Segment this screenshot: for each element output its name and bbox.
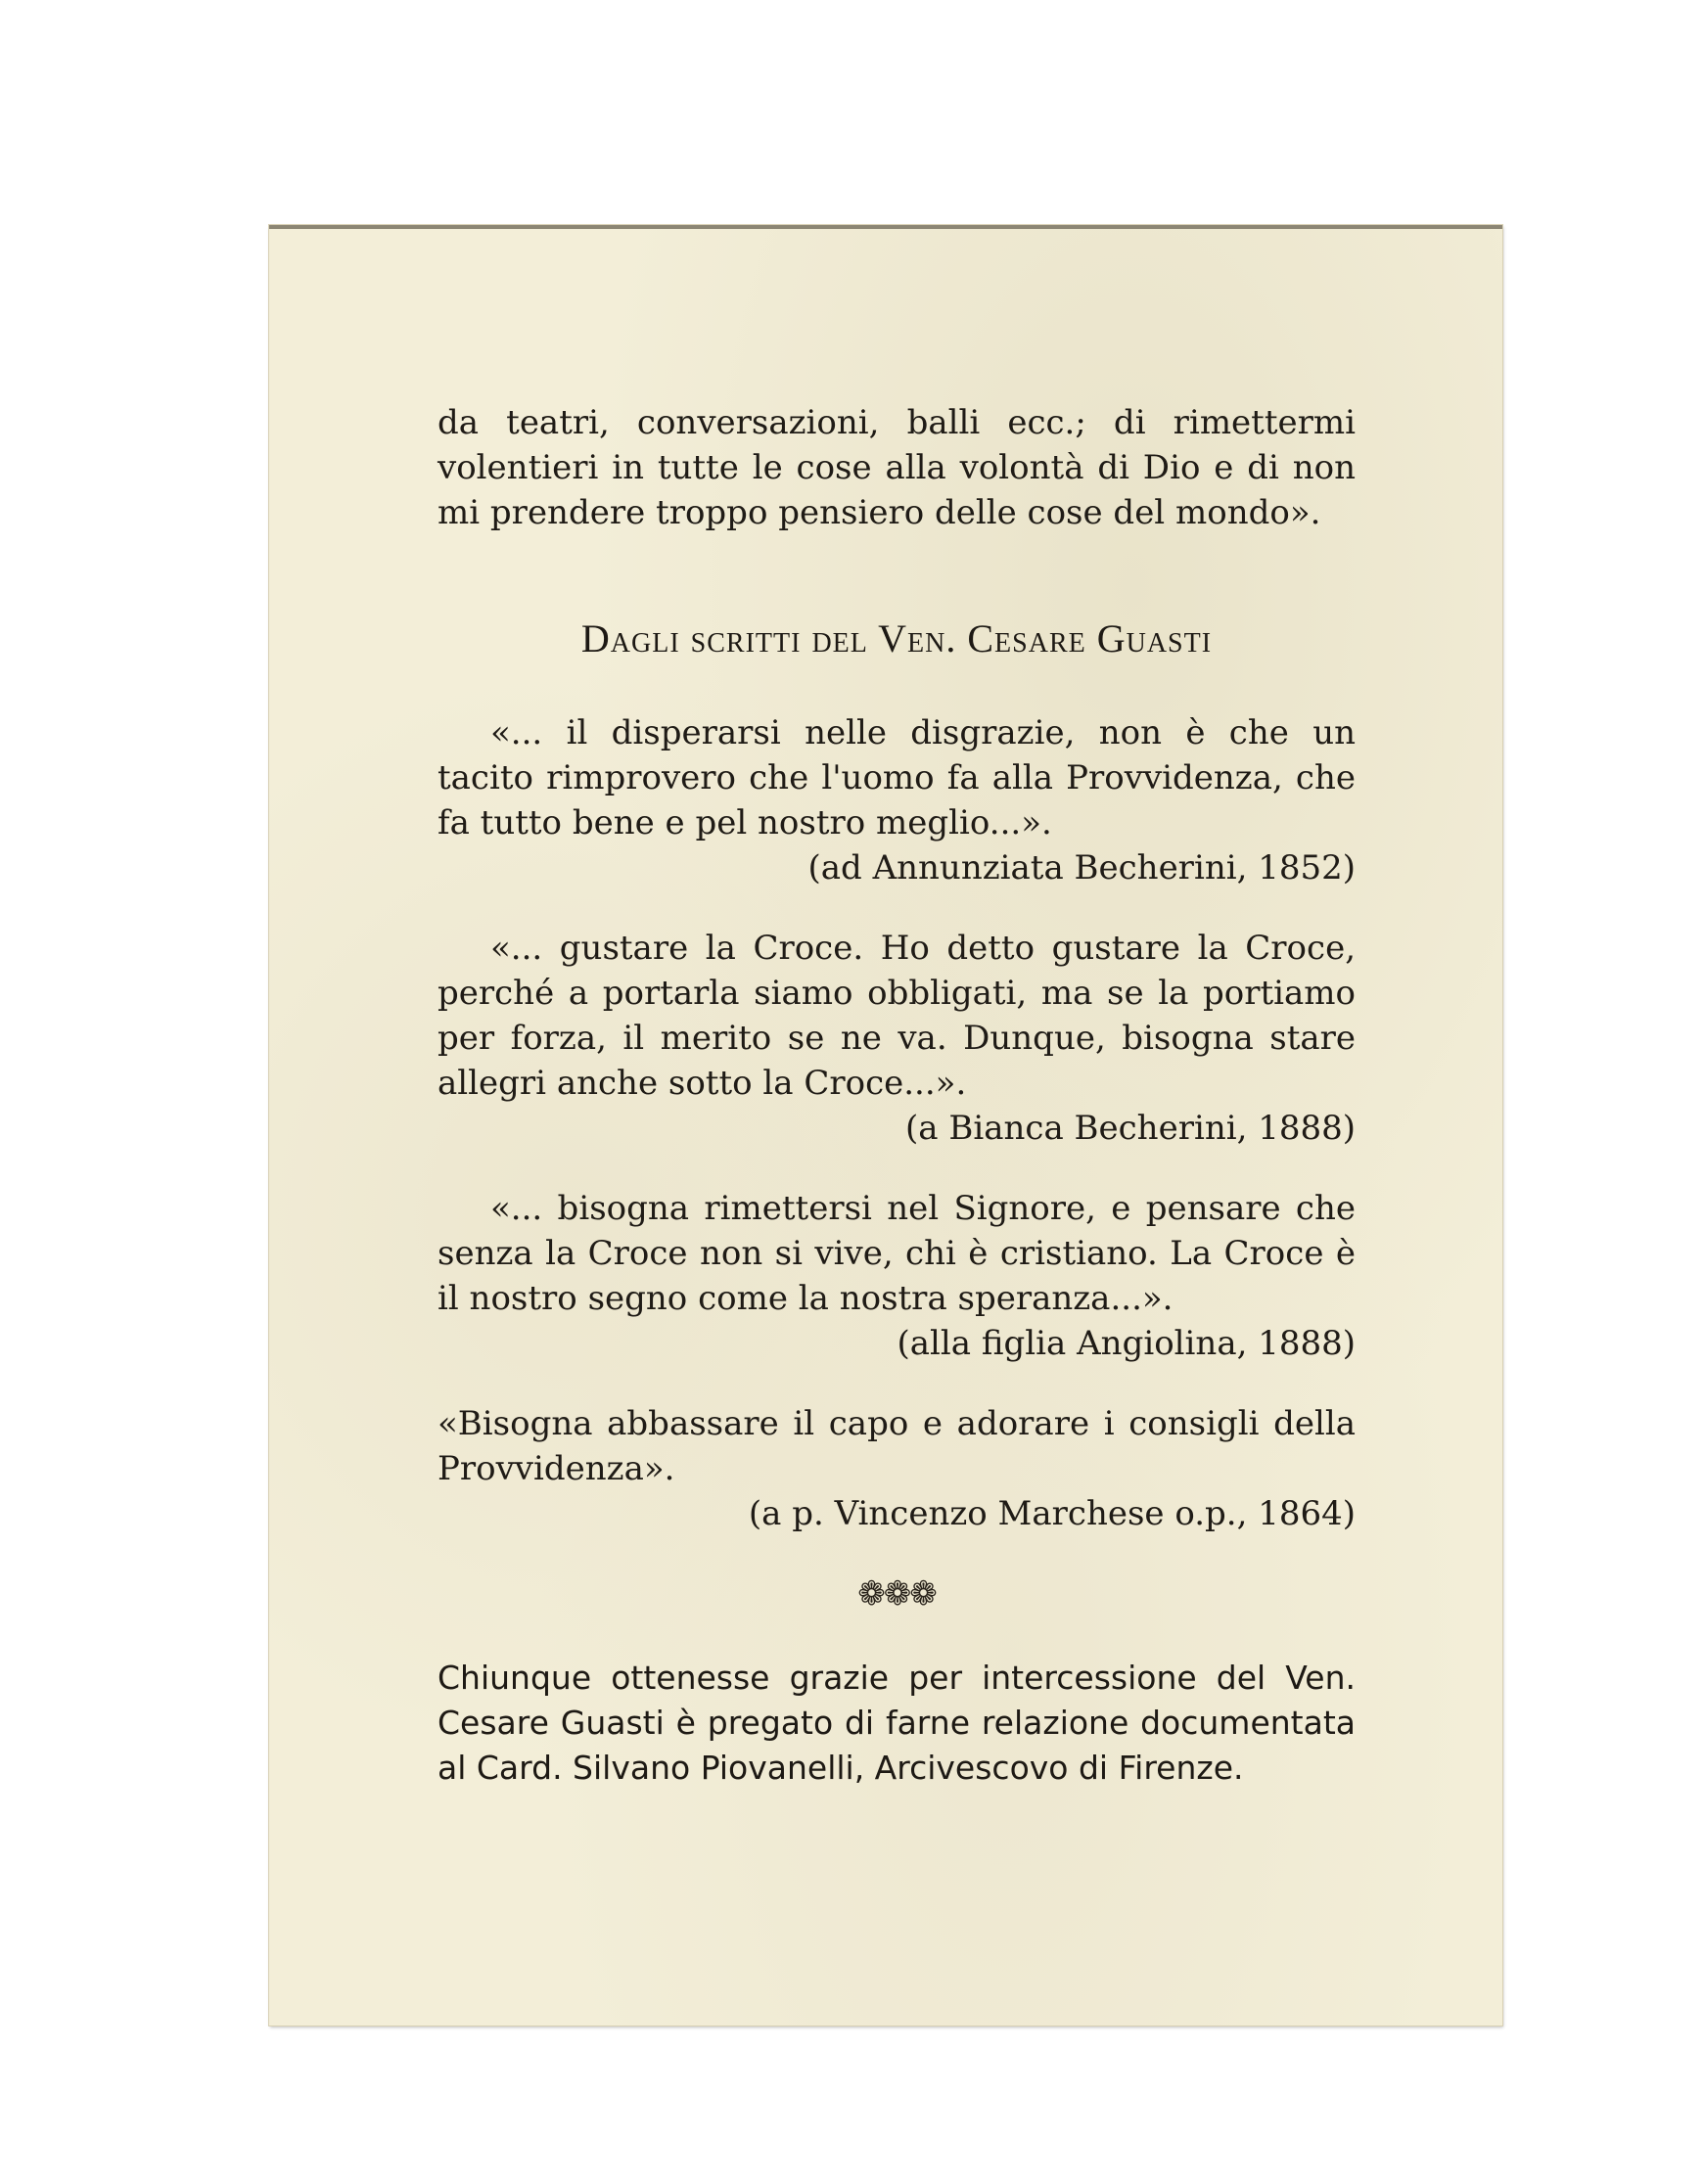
quote-3-text: «... bisogna rimettersi nel Signore, e pensare che senza la Croce non si vive, chi è cristiano. La Croce è il nostro segno come la nostra speranza...». [437,1189,1356,1318]
quote-2-text: «... gustare la Croce. Ho detto gustare la Croce, perché a portarla siamo obbligati, ma se la portiamo per forza, il merito se ne va. Dunque, bisogna stare allegri anche sotto la Croce...». [437,929,1356,1103]
quote-1-source: (ad Annunziata Becherini, 1852) [807,848,1356,887]
quote-2-source: (a Bianca Becherini, 1888) [905,1109,1356,1148]
quote-4-text: «Bisogna abbassare il capo e adorare i consigli della Provvidenza». [437,1404,1356,1488]
quote-4-source: (a p. Vincenzo Marchese o.p., 1864) [748,1494,1356,1533]
flower-ornament-icon: ❁❁❁ [857,1574,936,1614]
prayer-card [269,225,1502,2025]
intro-paragraph: da teatri, conversazioni, balli ecc.; di rimettermi volentieri in tutte le cose alla volontà di Dio e di non mi prendere troppo pensiero delle cose del mondo». [437,403,1356,532]
card-content [437,400,1356,1791]
section-heading: Dagli scritti del Ven. Cesare Guasti [580,616,1213,660]
quote-1-text: «... il disperarsi nelle disgrazie, non è che un tacito rimprovero che l'uomo fa alla Provvidenza, che fa tutto bene e pel nostro meglio...». [437,713,1356,842]
intercession-notice: Chiunque ottenesse grazie per intercessione del Ven. Cesare Guasti è pregato di farne relazione documentata al Card. Silvano Piovanelli, Arcivescovo di Firenze. [437,1659,1356,1787]
quote-3-source: (alla figlia Angiolina, 1888) [897,1324,1356,1363]
